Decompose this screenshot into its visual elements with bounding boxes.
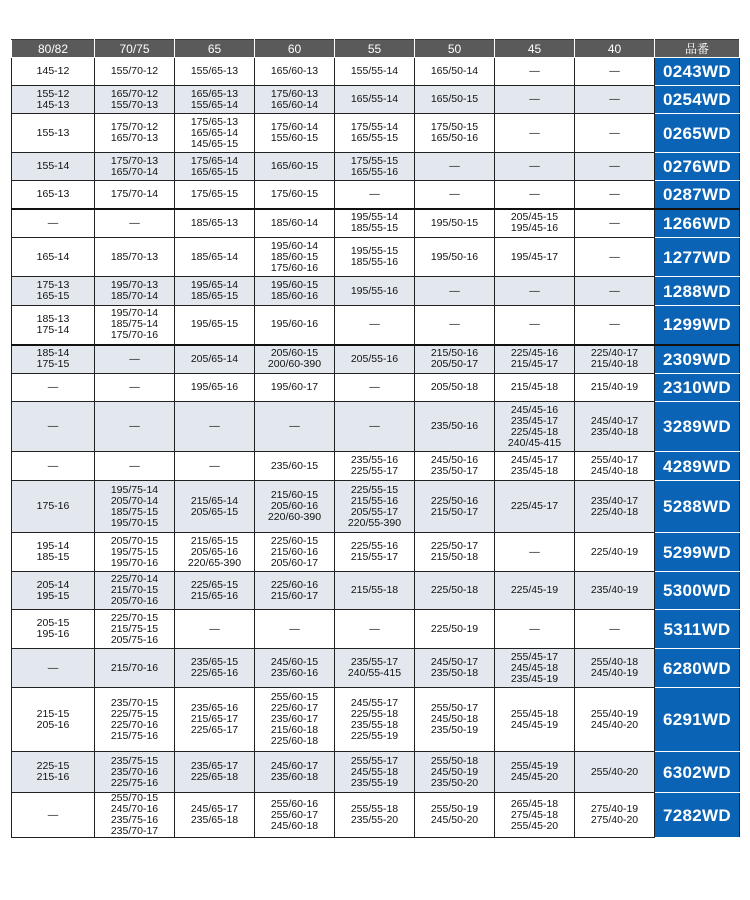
table-row [12, 402, 740, 452]
size-cell: 235/60-15 [255, 452, 335, 481]
size-cell: 235/40-17 225/40-18 [575, 481, 655, 533]
size-cell: 235/50-16 [415, 402, 495, 452]
size-cell: — [12, 793, 95, 838]
size-cell: — [335, 374, 415, 402]
product-code: 0287WD [655, 181, 740, 209]
table-row [12, 533, 740, 572]
size-cell: 235/75-15 235/70-16 225/75-16 [95, 752, 175, 793]
size-cell: — [495, 610, 575, 649]
size-cell: 195-14 185-15 [12, 533, 95, 572]
size-cell: 165/60-15 [255, 153, 335, 181]
product-code: 1299WD [655, 306, 740, 345]
size-cell: 255/70-15 245/70-16 235/75-16 235/70-17 [95, 793, 175, 838]
size-cell: 225/45-19 [495, 572, 575, 610]
size-cell: 175/70-12 165/70-13 [95, 114, 175, 153]
size-cell: 235/65-15 225/65-16 [175, 649, 255, 688]
size-cell: 215/55-18 [335, 572, 415, 610]
size-cell: 225/50-17 215/50-18 [415, 533, 495, 572]
size-cell: — [575, 181, 655, 209]
table-row [12, 649, 740, 688]
size-cell: — [335, 181, 415, 209]
product-code: 4289WD [655, 452, 740, 481]
table-row [12, 345, 740, 374]
product-code: 5299WD [655, 533, 740, 572]
size-cell: 235/55-17 240/55-415 [335, 649, 415, 688]
size-cell: 215/65-15 205/65-16 220/65-390 [175, 533, 255, 572]
size-cell: 175/55-15 165/55-16 [335, 153, 415, 181]
size-cell: 245/45-16 235/45-17 225/45-18 240/45-415 [495, 402, 575, 452]
size-cell: 235/55-16 225/55-17 [335, 452, 415, 481]
size-cell: — [495, 114, 575, 153]
header-product-code: 品番 [655, 40, 740, 58]
size-cell: 225/55-15 215/55-16 205/55-17 220/55-390 [335, 481, 415, 533]
size-cell: 225/40-19 [575, 533, 655, 572]
size-cell: — [335, 306, 415, 345]
size-cell: — [335, 402, 415, 452]
product-code: 6291WD [655, 688, 740, 752]
size-cell: — [495, 86, 575, 114]
product-code: 0276WD [655, 153, 740, 181]
size-cell: 195/60-14 185/60-15 175/60-16 [255, 238, 335, 277]
table-row [12, 181, 740, 209]
product-code: 1288WD [655, 277, 740, 306]
size-cell: 215/60-15 205/60-16 220/60-390 [255, 481, 335, 533]
size-cell: 255/50-18 245/50-19 235/50-20 [415, 752, 495, 793]
size-cell: 265/45-18 275/45-18 255/45-20 [495, 793, 575, 838]
product-code: 1277WD [655, 238, 740, 277]
size-cell: 255/40-19 245/40-20 [575, 688, 655, 752]
size-cell: 175/50-15 165/50-16 [415, 114, 495, 153]
size-cell: 225/60-15 215/60-16 205/60-17 [255, 533, 335, 572]
header-aspect-60: 60 [255, 40, 335, 58]
size-cell: 245/60-15 235/60-16 [255, 649, 335, 688]
size-cell: 225/50-19 [415, 610, 495, 649]
size-cell: 225/55-16 215/55-17 [335, 533, 415, 572]
size-cell: 175/60-14 155/60-15 [255, 114, 335, 153]
size-cell: 255/50-17 245/50-18 235/50-19 [415, 688, 495, 752]
size-cell: 175/70-14 [95, 181, 175, 209]
size-cell: 185/70-13 [95, 238, 175, 277]
header-aspect-65: 65 [175, 40, 255, 58]
size-cell: — [495, 181, 575, 209]
product-code: 5300WD [655, 572, 740, 610]
size-cell: 185-14 175-15 [12, 345, 95, 374]
product-code: 6280WD [655, 649, 740, 688]
size-cell: 175/65-13 165/65-14 145/65-15 [175, 114, 255, 153]
table-row [12, 114, 740, 153]
size-cell: 195/50-16 [415, 238, 495, 277]
size-cell: — [12, 374, 95, 402]
size-cell: 205/60-15 200/60-390 [255, 345, 335, 374]
size-cell: — [95, 209, 175, 238]
size-cell: 195/60-15 185/60-16 [255, 277, 335, 306]
size-cell: 255/40-20 [575, 752, 655, 793]
size-cell: 225/40-17 215/40-18 [575, 345, 655, 374]
size-cell: 155-13 [12, 114, 95, 153]
size-cell: 225/70-14 215/70-15 205/70-16 [95, 572, 175, 610]
size-cell: 165/50-14 [415, 58, 495, 86]
size-cell: — [335, 610, 415, 649]
size-cell: — [575, 238, 655, 277]
size-cell: 215/50-16 205/50-17 [415, 345, 495, 374]
size-cell: 195/70-13 185/70-14 [95, 277, 175, 306]
product-code: 2309WD [655, 345, 740, 374]
size-cell: 195/65-16 [175, 374, 255, 402]
size-cell: 275/40-19 275/40-20 [575, 793, 655, 838]
size-cell: 225/70-15 215/75-15 205/75-16 [95, 610, 175, 649]
header-aspect-70-75: 70/75 [95, 40, 175, 58]
size-cell: 205/70-15 195/75-15 195/70-16 [95, 533, 175, 572]
header-aspect-50: 50 [415, 40, 495, 58]
size-cell: 235/70-15 225/75-15 225/70-16 215/75-16 [95, 688, 175, 752]
size-cell: — [495, 58, 575, 86]
size-cell: — [95, 345, 175, 374]
product-code: 5311WD [655, 610, 740, 649]
size-cell: 255/60-16 255/60-17 245/60-18 [255, 793, 335, 838]
size-cell: 195/70-14 185/75-14 175/70-16 [95, 306, 175, 345]
table-row [12, 793, 740, 838]
product-code: 5288WD [655, 481, 740, 533]
size-cell: 195/55-15 185/55-16 [335, 238, 415, 277]
size-cell: — [495, 277, 575, 306]
header-row [12, 40, 740, 58]
header-aspect-45: 45 [495, 40, 575, 58]
size-cell: 155-14 [12, 153, 95, 181]
size-cell: 155/70-12 [95, 58, 175, 86]
size-cell: 175/65-14 165/65-15 [175, 153, 255, 181]
size-cell: 225/65-15 215/65-16 [175, 572, 255, 610]
header-aspect-40: 40 [575, 40, 655, 58]
size-cell: — [495, 533, 575, 572]
size-cell: 155/55-14 [335, 58, 415, 86]
tire-size-table [11, 39, 740, 838]
size-cell: — [415, 277, 495, 306]
product-code: 1266WD [655, 209, 740, 238]
size-cell: 145-12 [12, 58, 95, 86]
table-row [12, 752, 740, 793]
size-cell: 165/60-13 [255, 58, 335, 86]
size-cell: — [575, 277, 655, 306]
product-code: 3289WD [655, 402, 740, 452]
size-cell: — [255, 610, 335, 649]
size-cell: 185/65-14 [175, 238, 255, 277]
product-code: 6302WD [655, 752, 740, 793]
size-cell: — [575, 610, 655, 649]
size-cell: 165-13 [12, 181, 95, 209]
size-cell: — [12, 649, 95, 688]
table-row [12, 277, 740, 306]
product-code: 7282WD [655, 793, 740, 838]
size-cell: 185/65-13 [175, 209, 255, 238]
size-cell: 165-14 [12, 238, 95, 277]
size-cell: 245/50-16 235/50-17 [415, 452, 495, 481]
product-code: 2310WD [655, 374, 740, 402]
table-row [12, 374, 740, 402]
size-cell: 235/65-16 215/65-17 225/65-17 [175, 688, 255, 752]
size-cell: 195/65-14 185/65-15 [175, 277, 255, 306]
size-cell: 215/65-14 205/65-15 [175, 481, 255, 533]
size-cell: 195/55-14 185/55-15 [335, 209, 415, 238]
size-cell: 225/50-18 [415, 572, 495, 610]
size-cell: 165/70-12 155/70-13 [95, 86, 175, 114]
product-code: 0243WD [655, 58, 740, 86]
size-cell: 255/45-18 245/45-19 [495, 688, 575, 752]
size-cell: — [95, 402, 175, 452]
size-cell: — [415, 181, 495, 209]
size-cell: 255/45-19 245/45-20 [495, 752, 575, 793]
size-cell: — [12, 209, 95, 238]
size-cell: 255/60-15 225/60-17 235/60-17 215/60-18 225/60-18 [255, 688, 335, 752]
table-row [12, 481, 740, 533]
size-cell: 195/55-16 [335, 277, 415, 306]
size-cell: 215/70-16 [95, 649, 175, 688]
size-cell: 155/65-13 [175, 58, 255, 86]
size-cell: — [255, 402, 335, 452]
table-row [12, 452, 740, 481]
size-cell: 255/55-18 235/55-20 [335, 793, 415, 838]
size-cell: 175/70-13 165/70-14 [95, 153, 175, 181]
size-cell: — [175, 452, 255, 481]
table-row [12, 58, 740, 86]
size-cell: 255/45-17 245/45-18 235/45-19 [495, 649, 575, 688]
table-row [12, 306, 740, 345]
size-cell: 185-13 175-14 [12, 306, 95, 345]
table-row [12, 86, 740, 114]
size-cell: 165/65-13 155/65-14 [175, 86, 255, 114]
size-cell: 225-15 215-16 [12, 752, 95, 793]
size-cell: 205/50-18 [415, 374, 495, 402]
size-cell: 165/50-15 [415, 86, 495, 114]
size-cell: 195/50-15 [415, 209, 495, 238]
size-cell: — [575, 209, 655, 238]
size-cell: 175/65-15 [175, 181, 255, 209]
size-cell: 175/60-15 [255, 181, 335, 209]
header-aspect-80-82: 80/82 [12, 40, 95, 58]
size-cell: 195/65-15 [175, 306, 255, 345]
header-aspect-55: 55 [335, 40, 415, 58]
size-cell: — [415, 306, 495, 345]
size-cell: 225/60-16 215/60-17 [255, 572, 335, 610]
size-cell: 175/55-14 165/55-15 [335, 114, 415, 153]
size-cell: — [415, 153, 495, 181]
size-cell: 195/60-16 [255, 306, 335, 345]
size-cell: 225/45-16 215/45-17 [495, 345, 575, 374]
size-cell: 165/55-14 [335, 86, 415, 114]
size-cell: 255/55-17 245/55-18 235/55-19 [335, 752, 415, 793]
size-cell: 215/45-18 [495, 374, 575, 402]
size-cell: — [495, 153, 575, 181]
size-cell: 245/65-17 235/65-18 [175, 793, 255, 838]
size-cell: 235/65-17 225/65-18 [175, 752, 255, 793]
size-cell: 245/55-17 225/55-18 235/55-18 225/55-19 [335, 688, 415, 752]
size-cell: 205/45-15 195/45-16 [495, 209, 575, 238]
product-code: 0265WD [655, 114, 740, 153]
size-cell: — [12, 402, 95, 452]
size-cell: 175/60-13 165/60-14 [255, 86, 335, 114]
size-cell: — [575, 306, 655, 345]
size-cell: — [95, 452, 175, 481]
size-cell: — [495, 306, 575, 345]
size-cell: — [95, 374, 175, 402]
size-cell: 245/60-17 235/60-18 [255, 752, 335, 793]
size-cell: 235/40-19 [575, 572, 655, 610]
size-cell: 255/40-18 245/40-19 [575, 649, 655, 688]
size-cell: 195/45-17 [495, 238, 575, 277]
size-cell: 215-15 205-16 [12, 688, 95, 752]
size-cell: 205-14 195-15 [12, 572, 95, 610]
size-cell: 225/45-17 [495, 481, 575, 533]
size-chart [11, 39, 739, 838]
size-cell: 155-12 145-13 [12, 86, 95, 114]
size-cell: — [575, 86, 655, 114]
size-cell: 195/75-14 205/70-14 185/75-15 195/70-15 [95, 481, 175, 533]
table-row [12, 153, 740, 181]
table-row [12, 209, 740, 238]
size-cell: 205/55-16 [335, 345, 415, 374]
size-cell: — [175, 610, 255, 649]
table-row [12, 688, 740, 752]
size-cell: — [175, 402, 255, 452]
table-row [12, 238, 740, 277]
size-cell: 225/50-16 215/50-17 [415, 481, 495, 533]
product-code: 0254WD [655, 86, 740, 114]
size-cell: 205/65-14 [175, 345, 255, 374]
size-cell: — [12, 452, 95, 481]
size-cell: 245/45-17 235/45-18 [495, 452, 575, 481]
size-cell: 175-13 165-15 [12, 277, 95, 306]
size-cell: 245/40-17 235/40-18 [575, 402, 655, 452]
size-cell: 185/60-14 [255, 209, 335, 238]
size-cell: 175-16 [12, 481, 95, 533]
size-cell: — [575, 153, 655, 181]
size-cell: 255/40-17 245/40-18 [575, 452, 655, 481]
table-row [12, 610, 740, 649]
size-cell: 195/60-17 [255, 374, 335, 402]
size-cell: 255/50-19 245/50-20 [415, 793, 495, 838]
size-cell: — [575, 114, 655, 153]
size-cell: 245/50-17 235/50-18 [415, 649, 495, 688]
size-cell: — [575, 58, 655, 86]
size-cell: 215/40-19 [575, 374, 655, 402]
table-row [12, 572, 740, 610]
size-cell: 205-15 195-16 [12, 610, 95, 649]
